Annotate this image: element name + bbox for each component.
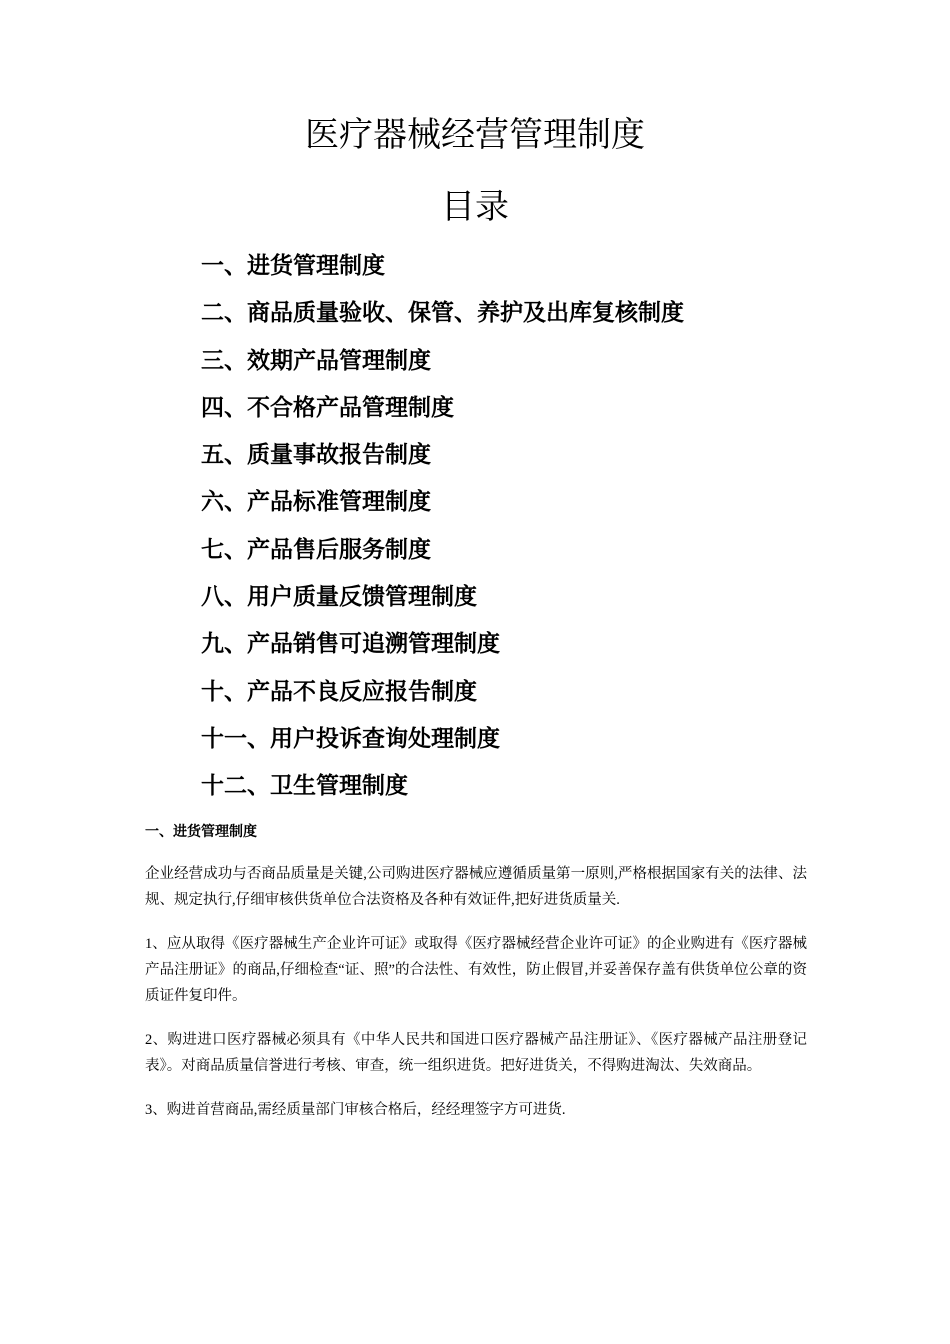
toc-item: 五、质量事故报告制度 xyxy=(201,441,431,469)
toc-heading: 目录 xyxy=(441,187,509,227)
toc-item: 二、商品质量验收、保管、养护及出库复核制度 xyxy=(201,299,684,327)
toc-item: 一、进货管理制度 xyxy=(201,252,385,279)
toc-item: 三、效期产品管理制度 xyxy=(201,346,431,374)
section-heading: 一、进货管理制度 xyxy=(145,824,257,840)
section-paragraph: 企业经营成功与否商品质量是关键,公司购进医疗器械应遵循质量第一原则,严格根据国家有关的法律、法规、规定执行,仔细审核供货单位合法资格及各种有效证件,把好进货质量关. xyxy=(145,866,807,908)
toc-item: 八、用户质量反馈管理制度 xyxy=(201,583,477,611)
toc-item: 十一、用户投诉查询处理制度 xyxy=(201,724,500,752)
toc-item: 四、不合格产品管理制度 xyxy=(201,393,454,421)
toc-item: 九、产品销售可追溯管理制度 xyxy=(201,630,500,658)
toc-item: 六、产品标准管理制度 xyxy=(201,488,431,516)
toc-item: 十、产品不良反应报告制度 xyxy=(201,677,477,705)
table-of-contents xyxy=(201,246,684,814)
section-paragraph: 1、应从取得《医疗器械生产企业许可证》或取得《医疗器械经营企业许可证》的企业购进有《医疗器械产品注册证》的商品,仔细检查“证、照”的合法性、有效性，防止假冒,并妥善保存盖有供货单位公章的资质证件复印件。 xyxy=(145,936,807,1004)
toc-item: 七、产品售后服务制度 xyxy=(201,535,431,563)
section-purchasing xyxy=(145,820,807,1141)
section-paragraph: 2、购进进口医疗器械必须具有《中华人民共和国进口医疗器械产品注册证》、《医疗器械产品注册登记表》。对商品质量信誉进行考核、审查，统一组织进货。把好进货关，不得购进淘汰、失效商品。 xyxy=(145,1032,807,1074)
section-paragraph: 3、购进首营商品,需经质量部门审核合格后，经经理签字方可进货. xyxy=(145,1102,566,1118)
toc-item: 十二、卫生管理制度 xyxy=(201,772,408,800)
document-title: 医疗器械经营管理制度 xyxy=(305,115,645,155)
